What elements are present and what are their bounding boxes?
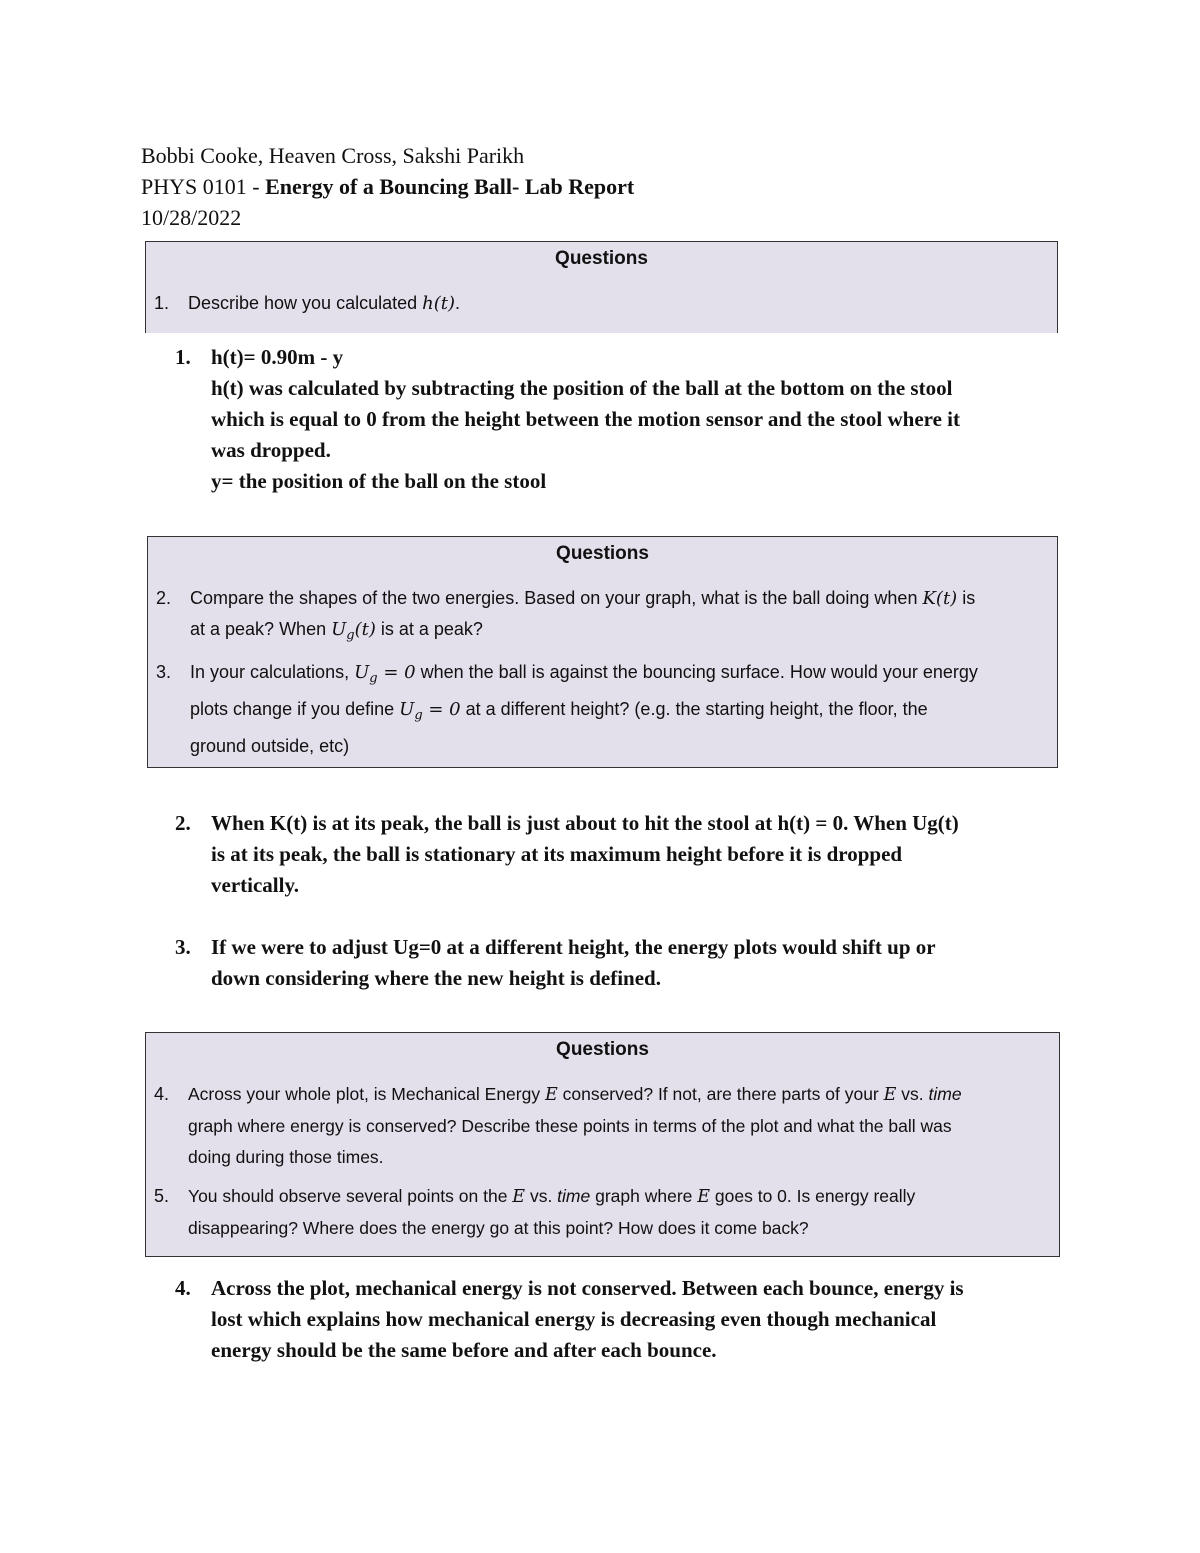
- text-part: at a different height? (e.g. the starting height, the floor, the: [460, 699, 928, 719]
- math-u: U: [331, 619, 347, 640]
- answer-4-line: Across the plot, mechanical energy is not conserved. Between each bounce, energy is: [211, 1276, 964, 1300]
- answer-4-line: lost which explains how mechanical energy is decreasing even though mechanical: [211, 1307, 937, 1331]
- question-4-line: [188, 1079, 1050, 1111]
- question-3-line: [190, 657, 1046, 694]
- answer-3-line: If we were to adjust Ug=0 at a different height, the energy plots would shift up or: [211, 935, 936, 959]
- math-h-of-t: h(t): [422, 293, 455, 314]
- answer-1-line: which is equal to 0 from the height between the motion sensor and the stool where it: [211, 407, 960, 431]
- math-e: E: [512, 1187, 526, 1207]
- questions-box-title: Questions: [556, 1039, 649, 1060]
- question-4-text: [188, 1079, 1050, 1173]
- answer-1: [211, 342, 960, 497]
- math-of-t: (t): [354, 619, 376, 640]
- question-5-line: disappearing? Where does the energy go at this point? How does it come back?: [188, 1218, 809, 1238]
- question-number: 2.: [156, 588, 172, 608]
- questions-box-title: Questions: [556, 543, 649, 564]
- answer-4-number: 4.: [175, 1276, 191, 1300]
- question-3-line: [190, 694, 1046, 731]
- question-1-text-part: Describe how you calculated: [188, 293, 423, 313]
- text-part: is: [957, 588, 976, 608]
- text-part: when the ball is against the bouncing surface. How would your energy: [415, 662, 978, 682]
- answer-1-line: h(t)= 0.90m - y: [211, 345, 344, 369]
- question-2-line: [190, 583, 1046, 614]
- text-part: is at a peak?: [375, 619, 483, 639]
- text-part: at a peak? When: [190, 619, 332, 639]
- math-e: E: [544, 1085, 558, 1105]
- answer-2: [211, 808, 959, 901]
- italic-time: time: [557, 1186, 591, 1206]
- answer-2-number: 2.: [175, 811, 191, 835]
- question-3-line: ground outside, etc): [190, 736, 350, 756]
- math-u: U: [399, 699, 415, 720]
- questions-box-3: [145, 1032, 1060, 1257]
- text-part: vs.: [525, 1186, 558, 1206]
- answer-1-line: h(t) was calculated by subtracting the position of the ball at the bottom on the stool: [211, 376, 953, 400]
- question-3-text: [190, 657, 1046, 762]
- question-5-text: [188, 1181, 1050, 1244]
- math-subscript-g: g: [414, 708, 423, 723]
- answer-2-line: When K(t) is at its peak, the ball is just about to hit the stool at h(t) = 0. When Ug(t): [211, 811, 959, 835]
- question-2-text: [190, 583, 1046, 651]
- math-e: E: [883, 1085, 897, 1105]
- question-4-line: graph where energy is conserved? Describe these points in terms of the plot and what the ball was: [188, 1116, 952, 1136]
- math-e: E: [697, 1187, 711, 1207]
- text-part: plots change if you define: [190, 699, 400, 719]
- math-subscript-g: g: [369, 671, 378, 686]
- answer-2-line: is at its peak, the ball is stationary at its maximum height before it is dropped: [211, 842, 903, 866]
- answer-3: [211, 932, 936, 994]
- question-number: 1.: [154, 293, 170, 313]
- text-part: graph where: [590, 1186, 698, 1206]
- text-part: vs.: [896, 1084, 929, 1104]
- question-5-line: [188, 1181, 1050, 1213]
- text-part: In your calculations,: [190, 662, 355, 682]
- questions-box-title: Questions: [555, 248, 648, 269]
- text-part: goes to 0. Is energy really: [710, 1186, 916, 1206]
- date-line: 10/28/2022: [141, 205, 242, 230]
- authors-line: Bobbi Cooke, Heaven Cross, Sakshi Parikh: [141, 143, 525, 168]
- questions-box-1: [145, 241, 1058, 333]
- question-number: 3.: [156, 662, 172, 682]
- question-1-text-end: .: [455, 293, 461, 313]
- answer-1-line: y= the position of the ball on the stool: [211, 469, 547, 493]
- text-part: conserved? If not, are there parts of your: [557, 1084, 884, 1104]
- answer-3-line: down considering where the new height is defined.: [211, 966, 661, 990]
- report-title: Energy of a Bouncing Ball- Lab Report: [265, 174, 635, 199]
- math-k-of-t: K(t): [922, 588, 958, 609]
- question-number: 5.: [154, 1186, 170, 1206]
- answer-2-line: vertically.: [211, 873, 300, 897]
- question-number: 4.: [154, 1084, 170, 1104]
- text-part: Compare the shapes of the two energies. Based on your graph, what is the ball doing when: [190, 588, 923, 608]
- math-equals-zero: = 0: [422, 699, 461, 720]
- answer-1-line: was dropped.: [211, 438, 331, 462]
- questions-box-2: [147, 536, 1058, 768]
- italic-time: time: [928, 1084, 962, 1104]
- text-part: You should observe several points on the: [188, 1186, 513, 1206]
- answer-4: [211, 1273, 964, 1366]
- answer-4-line: energy should be the same before and after each bounce.: [211, 1338, 717, 1362]
- course-prefix: PHYS 0101 -: [141, 174, 266, 199]
- math-equals-zero: = 0: [377, 662, 416, 683]
- question-4-line: doing during those times.: [188, 1147, 384, 1167]
- question-1-text: [188, 288, 460, 319]
- math-subscript-g: g: [346, 628, 355, 643]
- question-2-line: [190, 614, 1046, 651]
- text-part: Across your whole plot, is Mechanical Energy: [188, 1084, 545, 1104]
- math-u: U: [354, 662, 370, 683]
- course-title-line: [141, 172, 634, 202]
- answer-1-number: 1.: [175, 345, 191, 369]
- answer-3-number: 3.: [175, 935, 191, 959]
